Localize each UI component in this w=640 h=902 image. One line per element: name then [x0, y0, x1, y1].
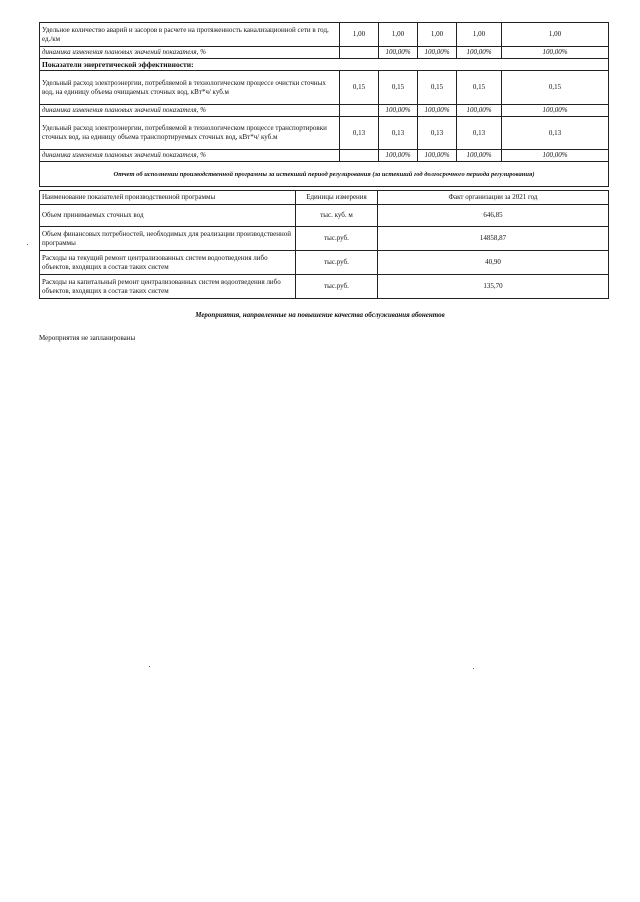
value-cell: 1,00: [379, 23, 418, 47]
value-cell: 1,00: [418, 23, 457, 47]
section-header: Показатели энергетической эффективности:: [40, 59, 609, 71]
value-cell: 100,00%: [379, 150, 418, 162]
unit-cell: тыс.руб.: [296, 251, 378, 275]
value-cell: 100,00%: [418, 105, 457, 117]
value-cell: 100,00%: [457, 105, 502, 117]
value-cell: 100,00%: [418, 47, 457, 59]
table-row: [40, 162, 609, 187]
value-cell: [340, 150, 379, 162]
value-cell: 100,00%: [502, 47, 609, 59]
table-row: [40, 205, 609, 227]
table-row: [40, 105, 609, 117]
row-label: динамика изменения плановых значений показателя, %: [40, 150, 340, 162]
value-cell: 100,00%: [379, 105, 418, 117]
table-row: [40, 47, 609, 59]
section-title: Мероприятия, направленные на повышение качества обслуживания абонентов: [195, 311, 445, 319]
value-cell: 100,00%: [502, 105, 609, 117]
production-program-table: [39, 190, 609, 299]
scan-speck: [149, 666, 150, 667]
value-cell: 14858,87: [378, 227, 609, 251]
table-row: [40, 71, 609, 105]
table-row: [40, 150, 609, 162]
value-cell: 100,00%: [457, 47, 502, 59]
value-cell: 0,13: [457, 117, 502, 150]
value-cell: 1,00: [502, 23, 609, 47]
value-cell: 0,13: [502, 117, 609, 150]
value-cell: [340, 105, 379, 117]
row-label: Удельное количество аварий и засоров в расчете на протяженность канализационной сети в год, ед./км: [40, 23, 340, 47]
value-cell: 0,15: [457, 71, 502, 105]
column-header: Наименование показателей производственной программы: [40, 191, 296, 205]
row-label: Удельный расход электроэнергии, потребляемой в технологическом процессе очистки сточных вод, на единицу объема очищаемых сточных вод, кВт*ч/ куб.м: [40, 71, 340, 105]
value-cell: 40,90: [378, 251, 609, 275]
table-row: [40, 23, 609, 47]
unit-cell: тыс.руб.: [296, 227, 378, 251]
report-caption: Отчет об исполнении производственной программы за истекший период регулирования (за истекший год долгосрочного периода регулирования): [40, 162, 609, 187]
value-cell: 100,00%: [418, 150, 457, 162]
scan-speck: [473, 668, 474, 669]
value-cell: 135,70: [378, 275, 609, 299]
value-cell: 0,13: [418, 117, 457, 150]
row-label: динамика изменения плановых значений показателя, %: [40, 47, 340, 59]
value-cell: 0,13: [340, 117, 379, 150]
value-cell: 100,00%: [457, 150, 502, 162]
unit-cell: тыс.руб.: [296, 275, 378, 299]
table-row: [40, 117, 609, 150]
value-cell: 0,15: [340, 71, 379, 105]
column-header: Единицы измерения: [296, 191, 378, 205]
unit-cell: тыс. куб. м: [296, 205, 378, 227]
table-row: [40, 59, 609, 71]
value-cell: 1,00: [340, 23, 379, 47]
row-label: Объем финансовых потребностей, необходимых для реализации производственной программы: [40, 227, 296, 251]
table-row: [40, 227, 609, 251]
note-text: Мероприятия не запланированы: [39, 334, 136, 342]
scan-speck: [27, 244, 28, 245]
row-label: Объем принимаемых сточных вод: [40, 205, 296, 227]
value-cell: [340, 47, 379, 59]
row-label: Расходы на капитальный ремонт централизованных систем водоотведения либо объектов, входящих в состав таких систем: [40, 275, 296, 299]
table-row: [40, 251, 609, 275]
value-cell: 0,13: [379, 117, 418, 150]
row-label: Удельный расход электроэнергии, потребляемой в технологическом процессе транспортировки сточных вод, на единицу объема транспортируемых сточных вод, кВт*ч/ куб.м: [40, 117, 340, 150]
value-cell: 0,15: [418, 71, 457, 105]
column-header: Факт организации за 2021 год: [378, 191, 609, 205]
value-cell: 100,00%: [502, 150, 609, 162]
value-cell: 0,15: [502, 71, 609, 105]
table-row: [40, 275, 609, 299]
value-cell: 1,00: [457, 23, 502, 47]
value-cell: 0,15: [379, 71, 418, 105]
indicators-table: [39, 22, 609, 187]
row-label: динамика изменения плановых значений показателя, %: [40, 105, 340, 117]
row-label: Расходы на текущий ремонт централизованных систем водоотведения либо объектов, входящих в состав таких систем: [40, 251, 296, 275]
table-header-row: [40, 191, 609, 205]
value-cell: 100,00%: [379, 47, 418, 59]
value-cell: 646,85: [378, 205, 609, 227]
